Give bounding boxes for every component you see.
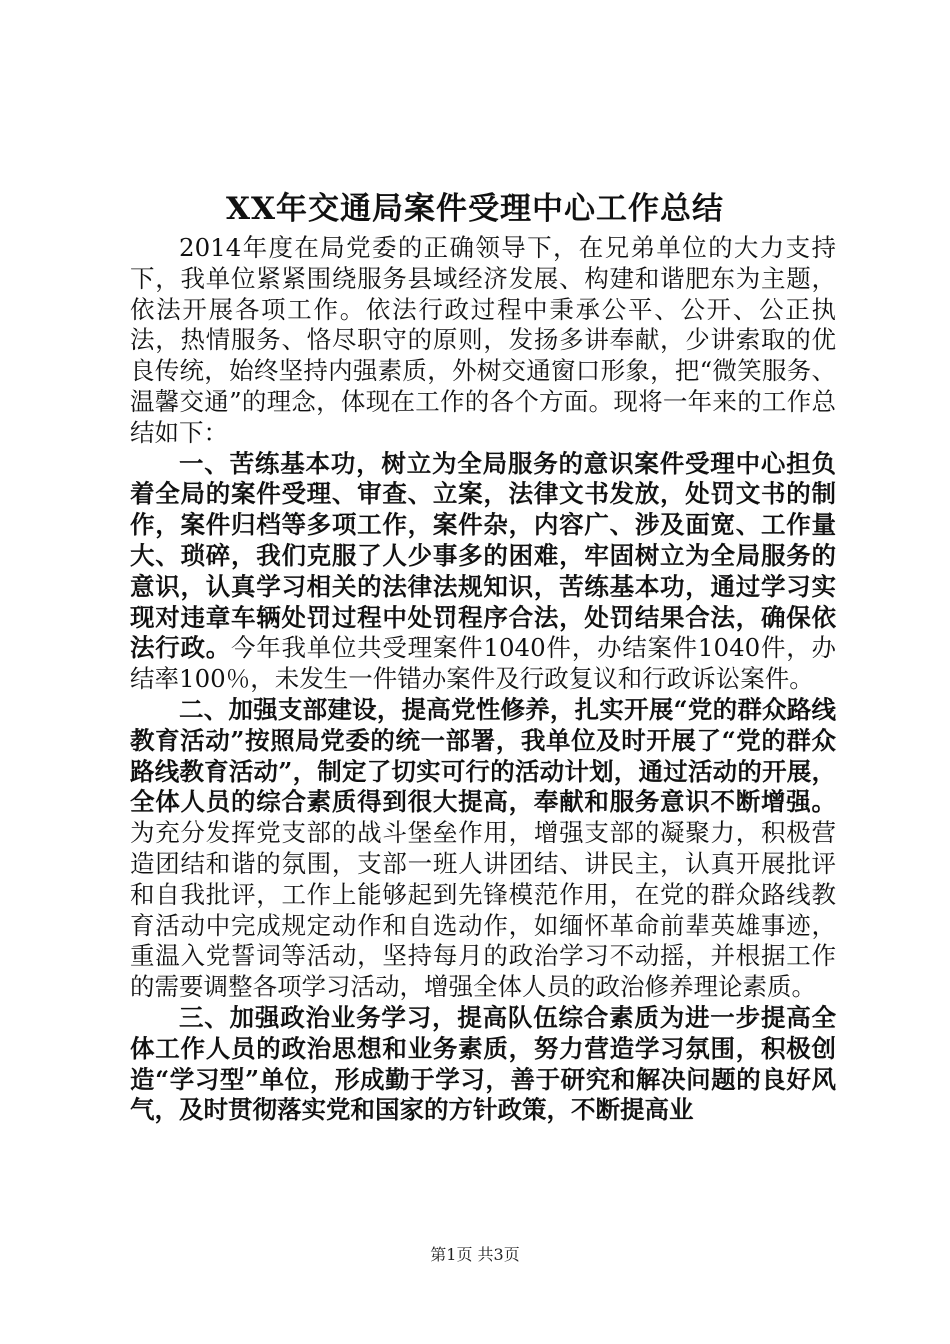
paragraph-bold-text: 三、加强政治业务学习，提高队伍综合素质为进一步提高全体工作人员的政治思想和业务素质，努力营造学习氛围，积极创造“学习型”单位，形成勤于学习，善于研究和解决问题的良好风气，及时贯彻落实党和国家的方针政策，不断提高业 bbox=[130, 1002, 836, 1125]
paragraph-text: 今年我单位共受理案件1040件，办结案件1040件，办结率100％，未发生一件错办案件及行政复议和行政诉讼案件。 bbox=[130, 633, 836, 694]
document-body bbox=[130, 233, 836, 1126]
page-number-footer: 第1页 共3页 bbox=[430, 1245, 520, 1264]
paragraph-text: 为充分发挥党支部的战斗堡垒作用，增强支部的凝聚力，积极营造团结和谐的氛围，支部一班人讲团结、讲民主，认真开展批评和自我批评，工作上能够起到先锋模范作用，在党的群众路线教育活动中完成规定动作和自选动作，如缅怀革命前辈英雄事迹，重温入党誓词等活动，坚持每月的政治学习不动摇，并根据工作的需要调整各项学习活动，增强全体人员的政治修养理论素质。 bbox=[130, 818, 836, 1002]
paragraph-intro bbox=[130, 233, 836, 449]
paragraph-section-1 bbox=[130, 449, 836, 695]
paragraph-bold-text: 二、加强支部建设，提高党性修养，扎实开展“党的群众路线教育活动”按照局党委的统一部署，我单位及时开展了“党的群众路线教育活动”，制定了切实可行的活动计划，通过活动的开展，全体人员的综合素质得到很大提高，奉献和服务意识不断增强。 bbox=[130, 694, 836, 817]
paragraph-text: 2014年度在局党委的正确领导下，在兄弟单位的大力支持下，我单位紧紧围绕服务县域经济发展、构建和谐肥东为主题，依法开展各项工作。依法行政过程中秉承公平、公开、公正执法，热情服务、恪尽职守的原则，发扬多讲奉献，少讲索取的优良传统，始终坚持内强素质，外树交通窗口形象，把“微笑服务、温馨交通”的理念，体现在工作的各个方面。现将一年来的工作总结如下： bbox=[130, 233, 836, 447]
paragraph-bold-text: 一、苦练基本功，树立为全局服务的意识案件受理中心担负着全局的案件受理、审查、立案，法律文书发放，处罚文书的制作，案件归档等多项工作，案件杂，内容广、涉及面宽、工作量大、琐碎，我们克服了人少事多的困难，牢固树立为全局服务的意识，认真学习相关的法律法规知识，苦练基本功，通过学习实现对违章车辆处罚过程中处罚程序合法，处罚结果合法，确保依法行政。 bbox=[130, 448, 836, 663]
document-title: XX年交通局案件受理中心工作总结 bbox=[225, 191, 725, 227]
paragraph-section-3 bbox=[130, 1003, 836, 1126]
paragraph-section-2 bbox=[130, 695, 836, 1003]
